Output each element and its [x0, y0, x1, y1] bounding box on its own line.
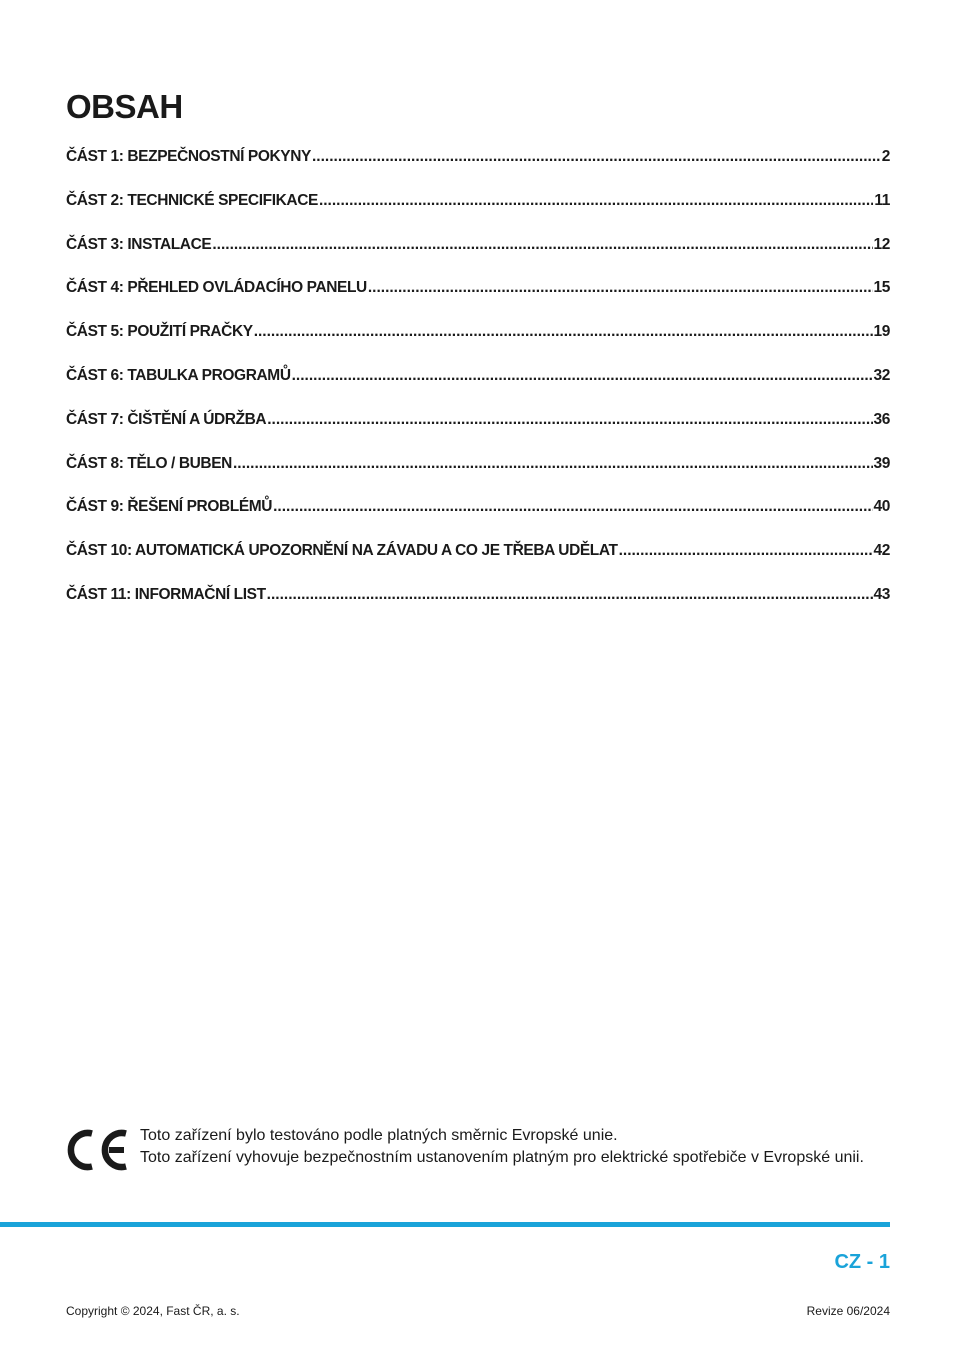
- toc-item-page: 19: [873, 323, 890, 341]
- toc-item-title: ČÁST 8: TĚLO / BUBEN: [66, 454, 232, 472]
- toc-item-title: ČÁST 2: TECHNICKÉ SPECIFIKACE: [66, 191, 318, 209]
- toc-item-title: ČÁST 9: ŘEŠENÍ PROBLÉMŮ: [66, 498, 273, 516]
- toc-item-1[interactable]: [66, 148, 890, 192]
- toc-item-title: ČÁST 7: ČIŠTĚNÍ A ÚDRŽBA: [66, 410, 267, 428]
- toc-leader-dots: [212, 236, 872, 254]
- toc-item-6[interactable]: [66, 367, 890, 411]
- ce-notice: [140, 1125, 895, 1169]
- ce-notice-line-1: Toto zařízení bylo testováno podle platných směrnic Evropské unie.: [140, 1127, 618, 1144]
- toc-item-title: ČÁST 3: INSTALACE: [66, 235, 212, 253]
- toc-item-title: ČÁST 4: PŘEHLED OVLÁDACÍHO PANELU: [66, 279, 367, 297]
- toc-leader-dots: [319, 192, 873, 210]
- toc-item-page: 43: [873, 585, 890, 603]
- page-title: OBSAH: [66, 88, 183, 125]
- copyright-notice: Copyright © 2024, Fast ČR, a. s.: [66, 1304, 240, 1318]
- toc-item-title: ČÁST 5: POUŽITÍ PRAČKY: [66, 323, 253, 341]
- toc-item-title: ČÁST 10: AUTOMATICKÁ UPOZORNĚNÍ NA ZÁVADU A CO JE TŘEBA UDĚLAT: [66, 542, 618, 560]
- toc-leader-dots: [233, 455, 873, 473]
- toc-item-page: 11: [874, 191, 890, 209]
- toc-item-page: 42: [873, 542, 890, 560]
- toc-item-4[interactable]: [66, 279, 890, 323]
- toc-item-title: ČÁST 1: BEZPEČNOSTNÍ POKYNY: [66, 148, 311, 165]
- toc-leader-dots: [368, 279, 873, 297]
- toc-item-title: ČÁST 11: INFORMAČNÍ LIST: [66, 585, 266, 603]
- toc-item-title: ČÁST 6: TABULKA PROGRAMŮ: [66, 366, 291, 384]
- toc-item-page: 39: [873, 454, 890, 472]
- table-of-contents: [66, 148, 890, 630]
- toc-item-5[interactable]: [66, 323, 890, 367]
- toc-item-page: 40: [873, 498, 890, 516]
- toc-item-page: 32: [873, 366, 890, 384]
- toc-leader-dots: [292, 367, 873, 385]
- toc-item-page: 2: [881, 148, 890, 165]
- ce-mark-icon: [66, 1127, 130, 1173]
- toc-item-8[interactable]: [66, 455, 890, 499]
- toc-leader-dots: [267, 586, 873, 604]
- toc-leader-dots: [273, 498, 872, 516]
- toc-item-page: 36: [873, 410, 890, 428]
- toc-item-2[interactable]: [66, 192, 890, 236]
- toc-item-page: 15: [873, 279, 890, 297]
- page-number: CZ - 1: [834, 1251, 890, 1273]
- toc-leader-dots: [267, 411, 872, 429]
- toc-item-9[interactable]: [66, 498, 890, 542]
- toc-item-10[interactable]: [66, 542, 890, 586]
- toc-leader-dots: [312, 148, 881, 166]
- ce-notice-line-2: Toto zařízení vyhovuje bezpečnostním ustanovením platným pro elektrické spotřebiče v Evropské unii.: [140, 1149, 864, 1166]
- toc-item-3[interactable]: [66, 236, 890, 280]
- toc-item-11[interactable]: [66, 586, 890, 630]
- toc-item-page: 12: [873, 235, 890, 253]
- revision-label: Revize 06/2024: [806, 1304, 890, 1318]
- toc-leader-dots: [254, 323, 873, 341]
- toc-leader-dots: [619, 542, 873, 560]
- footer-divider: [0, 1222, 890, 1227]
- toc-item-7[interactable]: [66, 411, 890, 455]
